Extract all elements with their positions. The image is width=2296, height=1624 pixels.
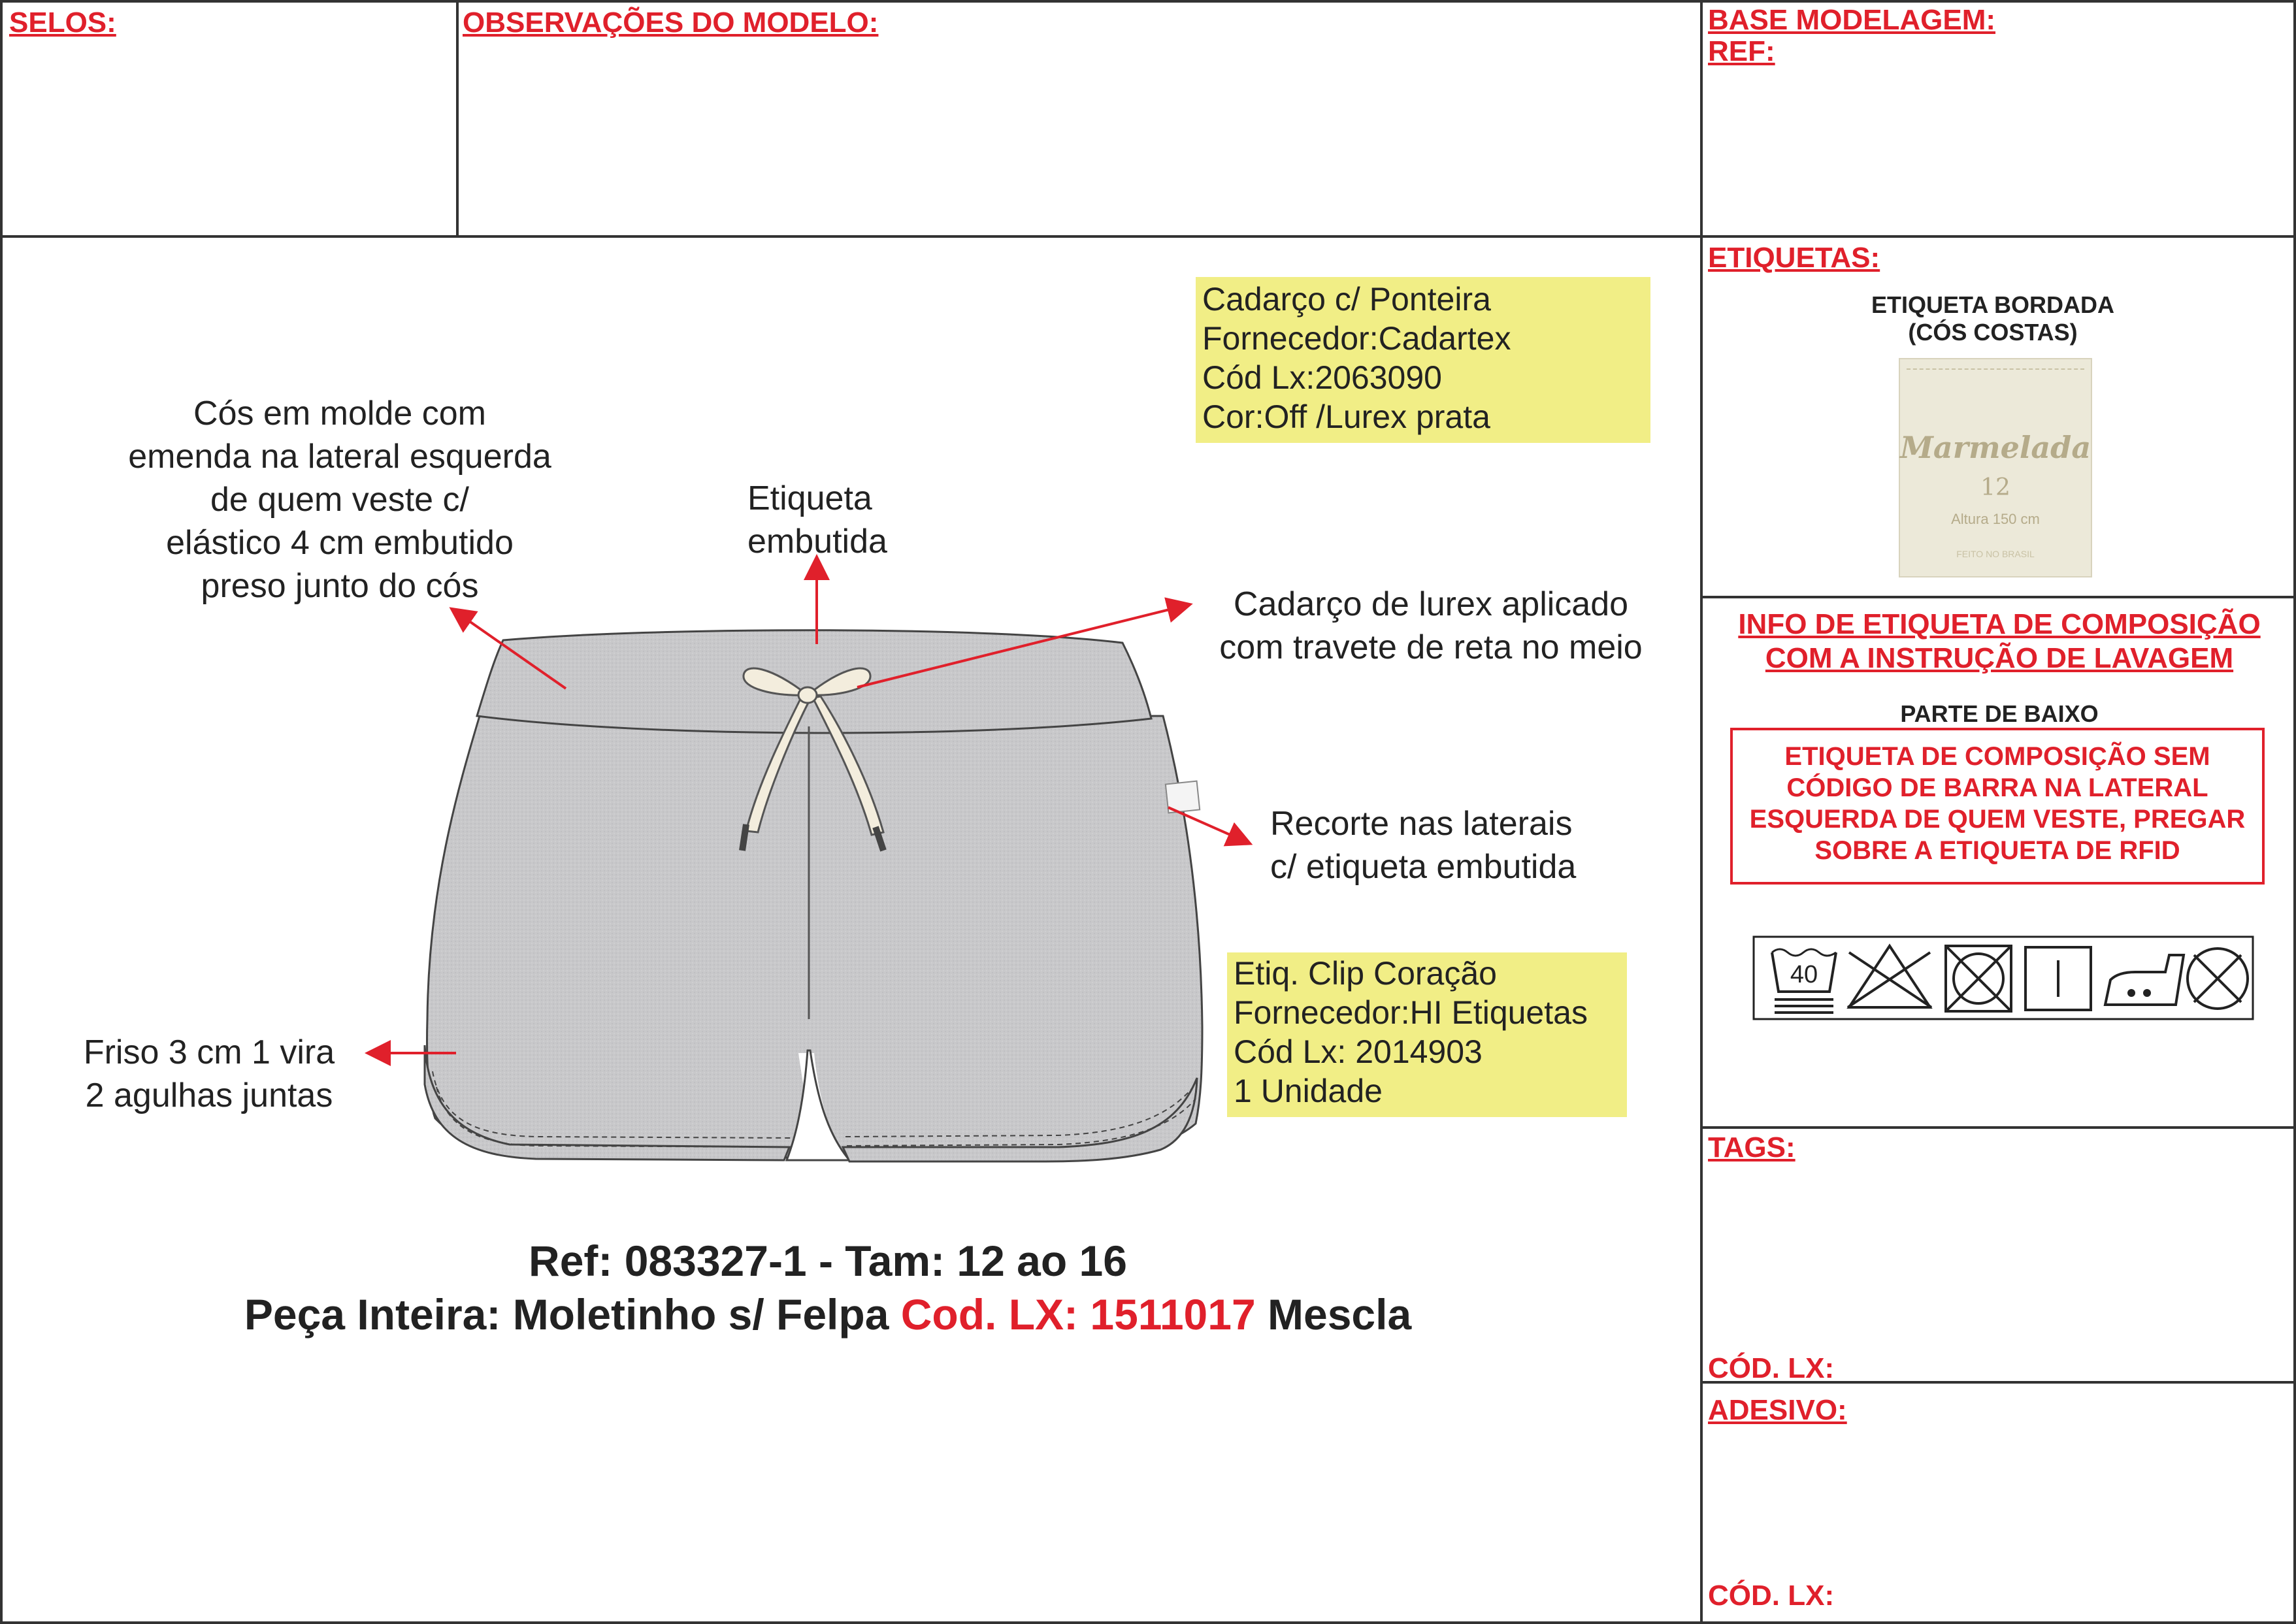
fabric-line bbox=[0, 1288, 1701, 1340]
fabric-prefix: Peça Inteira: Moletinho s/ Felpa bbox=[244, 1290, 889, 1339]
tags-cod-label: CÓD. LX: bbox=[1708, 1352, 1835, 1384]
base-modelagem-label: BASE MODELAGEM: bbox=[1708, 4, 1995, 36]
adesivo-cod-label: CÓD. LX: bbox=[1708, 1580, 1835, 1612]
fabric-suffix: Mescla bbox=[1268, 1290, 1412, 1339]
friso-note-line: 2 agulhas juntas bbox=[85, 1077, 333, 1114]
recorte-note-line: c/ etiqueta embutida bbox=[1270, 848, 1577, 886]
etiqueta-bordada-line1: ETIQUETA BORDADA bbox=[1871, 291, 2114, 318]
lurex-note bbox=[1189, 583, 1673, 669]
cos-note-line: Cós em molde com bbox=[193, 395, 486, 432]
etiqueta-bordada-title bbox=[1829, 291, 2156, 346]
parte-de-baixo-label: PARTE DE BAIXO bbox=[1900, 700, 2099, 727]
cadarco-line: Cód Lx:2063090 bbox=[1202, 359, 1442, 396]
wash-temperature: 40 bbox=[1790, 961, 1818, 988]
care-symbols bbox=[1752, 935, 2254, 1022]
recorte-note-line: Recorte nas laterais bbox=[1270, 805, 1573, 843]
friso-note-line: Friso 3 cm 1 vira bbox=[83, 1033, 335, 1071]
tags-label: TAGS: bbox=[1708, 1131, 1796, 1163]
clip-line: Fornecedor:HI Etiquetas bbox=[1234, 994, 1588, 1031]
etiqueta-note bbox=[747, 477, 887, 563]
etiqueta-note-line: embutida bbox=[747, 523, 887, 560]
woven-label-stitch bbox=[1907, 368, 2084, 570]
etiqueta-note-line: Etiqueta bbox=[747, 479, 872, 517]
lurex-note-line: com travete de reta no meio bbox=[1219, 628, 1643, 666]
selos-label: SELOS: bbox=[9, 7, 116, 39]
label-made-in-text: FEITO NO BRASIL bbox=[1956, 549, 2035, 559]
clip-line: Etiq. Clip Coração bbox=[1234, 955, 1497, 992]
ref-line: Ref: 083327-1 - Tam: 12 ao 16 bbox=[529, 1237, 1127, 1285]
info-line2: COM A INSTRUÇÃO DE LAVAGEM bbox=[1765, 642, 2234, 674]
cos-note-line: de quem veste c/ bbox=[210, 481, 469, 519]
info-composicao-title bbox=[1703, 608, 2296, 675]
sidebar-divider-info bbox=[1701, 596, 2296, 598]
composicao-line: CÓDIGO DE BARRA NA LATERAL bbox=[1786, 773, 2208, 802]
iron-dot bbox=[2127, 989, 2135, 997]
composicao-line: SOBRE A ETIQUETA DE RFID bbox=[1814, 836, 2180, 865]
etiqueta-bordada-line2: (CÓS COSTAS) bbox=[1908, 319, 2078, 346]
cadarco-line: Fornecedor:Cadartex bbox=[1202, 320, 1511, 357]
cadarco-line: Cor:Off /Lurex prata bbox=[1202, 398, 1490, 435]
clip-line: 1 Unidade bbox=[1234, 1073, 1383, 1109]
composicao-line: ESQUERDA DE QUEM VESTE, PREGAR bbox=[1749, 805, 2246, 834]
lurex-note-line: Cadarço de lurex aplicado bbox=[1233, 585, 1629, 623]
cos-note bbox=[78, 392, 601, 608]
label-size-text: 12 bbox=[1980, 474, 2010, 501]
recorte-note bbox=[1270, 802, 1576, 888]
ref-label: REF: bbox=[1708, 35, 1775, 67]
label-brand-text: Marmelada bbox=[1900, 430, 2091, 465]
adesivo-label: ADESIVO: bbox=[1708, 1394, 1847, 1426]
info-line1: INFO DE ETIQUETA DE COMPOSIÇÃO bbox=[1738, 608, 2261, 640]
cos-note-line: preso junto do cós bbox=[201, 567, 479, 605]
cadarco-line: Cadarço c/ Ponteira bbox=[1202, 281, 1491, 317]
fabric-code: Cod. LX: 1511017 bbox=[900, 1290, 1256, 1339]
iron-dot bbox=[2143, 989, 2151, 997]
woven-label-image bbox=[1899, 358, 2092, 577]
etiquetas-label: ETIQUETAS: bbox=[1708, 242, 1880, 274]
observacoes-label: OBSERVAÇÕES DO MODELO: bbox=[463, 7, 879, 39]
composicao-line: ETIQUETA DE COMPOSIÇÃO SEM bbox=[1784, 742, 2210, 771]
aglet-left bbox=[742, 824, 746, 851]
composicao-box-text bbox=[1730, 741, 2265, 866]
clip-box bbox=[1227, 952, 1627, 1117]
cadarco-box bbox=[1196, 277, 1650, 443]
sidebar-divider-tags bbox=[1701, 1126, 2296, 1129]
cos-note-line: emenda na lateral esquerda bbox=[128, 438, 551, 476]
label-height-text: Altura 150 cm bbox=[1951, 511, 2040, 527]
friso-note bbox=[39, 1031, 379, 1117]
cos-note-line: elástico 4 cm embutido bbox=[166, 524, 514, 562]
clip-line: Cód Lx: 2014903 bbox=[1234, 1033, 1483, 1070]
waistband bbox=[477, 630, 1151, 733]
